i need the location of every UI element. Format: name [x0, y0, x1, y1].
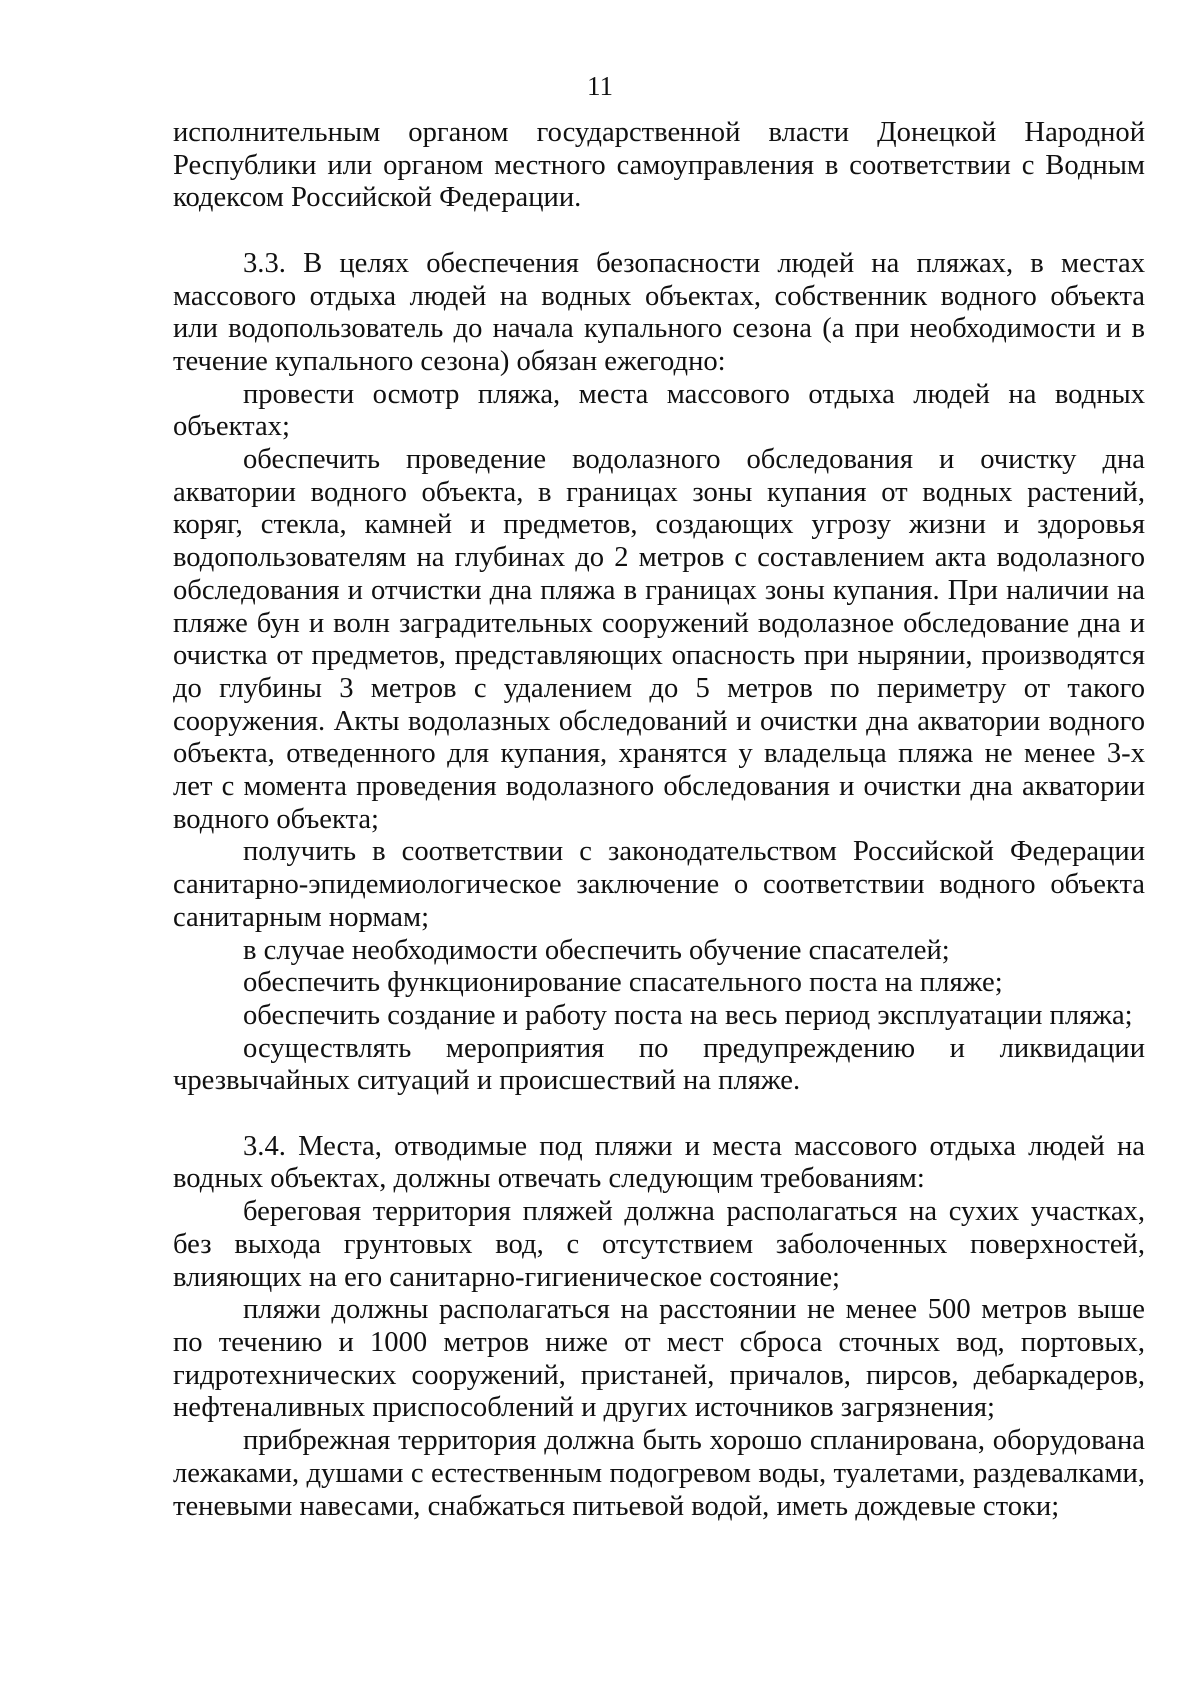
document-body — [173, 117, 1145, 1523]
section-3-3-item: осуществлять мероприятия по предупреждению и ликвидации чрезвычайных ситуаций и происшествий на пляже. — [173, 1032, 1145, 1097]
section-3-4-item: береговая территория пляжей должна располагаться на сухих участках, без выхода грунтовых вод, с отсутствием заболоченных поверхностей, влияющих на его санитарно-гигиеническое состояние; — [173, 1196, 1145, 1293]
section-3-4-intro: 3.4. Места, отводимые под пляжи и места массового отдыха людей на водных объектах, должны отвечать следующим требованиям: — [173, 1130, 1145, 1195]
section-3-3-item: обеспечить функционирование спасательного поста на пляже; — [243, 967, 1003, 999]
section-3-3-item: обеспечить создание и работу поста на весь период эксплуатации пляжа; — [243, 999, 1133, 1031]
continuation-paragraph: исполнительным органом государственной власти Донецкой Народной Республики или органом местного самоуправления в соответствии с Водным кодексом Российской Федерации. — [173, 117, 1145, 214]
section-3-3-item: в случае необходимости обеспечить обучение спасателей; — [243, 934, 950, 966]
section-3-4-item: прибрежная территория должна быть хорошо спланирована, оборудована лежаками, душами с естественным подогревом воды, туалетами, раздевалками, теневыми навесами, снабжаться питьевой водой, иметь дождевые стоки; — [173, 1425, 1145, 1522]
section-3-3-intro: 3.3. В целях обеспечения безопасности людей на пляжах, в местах массового отдыха людей на водных объектах, собственник водного объекта или водопользователь до начала купального сезона (а при необходимости и в течение купального сезона) обязан ежегодно: — [173, 247, 1145, 377]
section-3-3-item: обеспечить проведение водолазного обследования и очистку дна акватории водного объекта, в границах зоны купания от водных растений, коряг, стекла, камней и предметов, создающих угрозу жизни и здоровья водопользователям на глубинах до 2 метров с составлением акта водолазного обследования и отчистки дна пляжа в границах зоны купания. При наличии на пляже бун и волн заградительных сооружений водолазное обследование дна и очистка от предметов, представляющих опасность при нырянии, производятся до глубины 3 метров с удалением до 5 метров по периметру от такого сооружения. Акты водолазных обследований и очистки дна акватории водного объекта, отведенного для купания, хранятся у владельца пляжа не менее 3-х лет с момента проведения водолазного обследования и очистки дна акватории водного объекта; — [173, 444, 1145, 835]
section-3-3-item: провести осмотр пляжа, места массового отдыха людей на водных объектах; — [173, 378, 1145, 443]
section-3-3-item: получить в соответствии с законодательством Российской Федерации санитарно-эпидемиологическое заключение о соответствии водного объекта санитарным нормам; — [173, 836, 1145, 933]
section-3-4-item: пляжи должны располагаться на расстоянии не менее 500 метров выше по течению и 1000 метров ниже от мест сброса сточных вод, портовых, гидротехнических сооружений, пристаней, причалов, пирсов, дебаркадеров, нефтеналивных приспособлений и других источников загрязнения; — [173, 1294, 1145, 1424]
page-number: 11 — [587, 71, 613, 101]
